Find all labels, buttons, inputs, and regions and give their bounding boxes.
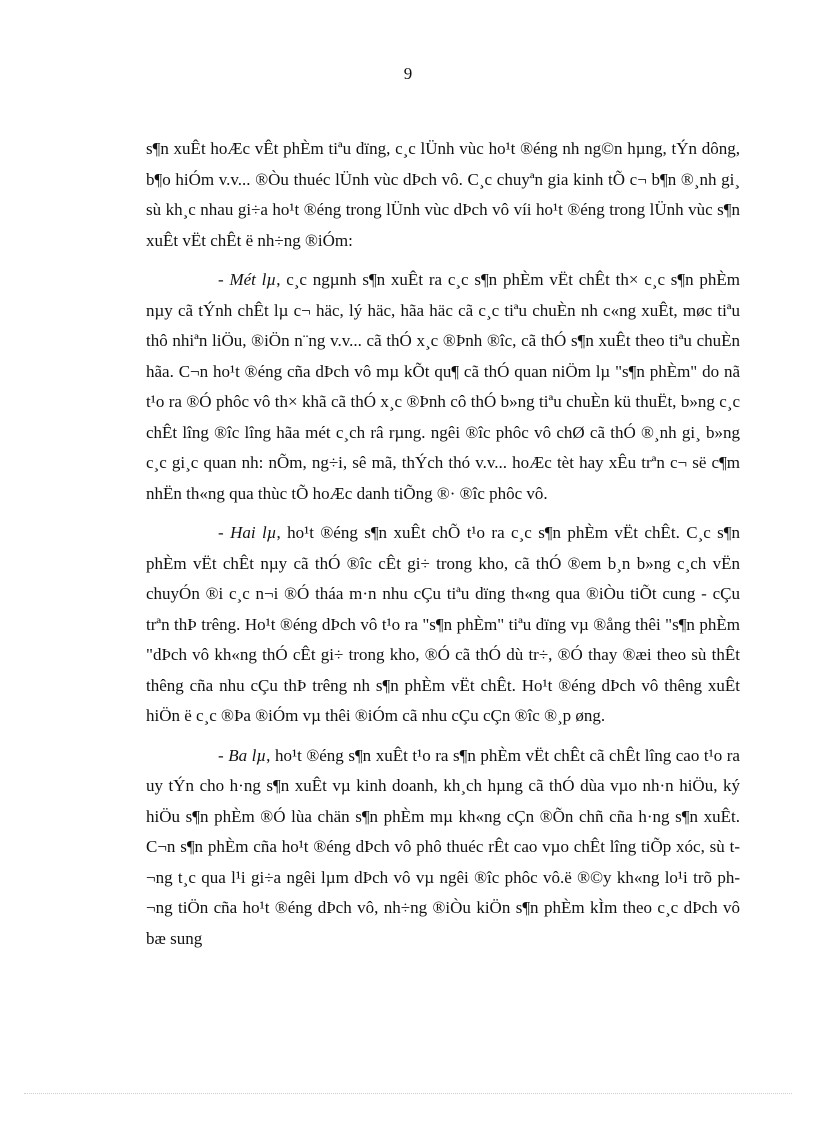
paragraph-text: , ho¹t ®éng s¶n xuÊt chÕ t¹o ra c¸c s¶n phÈm vËt chÊt. C¸c s¶n phÈm vËt chÊt nµy cã thÓ ®îc cÊt gi÷ trong kho, cã thÓ ®em b¸n b»ng c¸ch vËn chuyÓn ®i c¸c n¬i ®Ó tháa m·n nhu cÇu tiªu dïng th«ng qua ®iÒu tiÕt cung - cÇu trªn thÞ trêng. Ho¹t ®éng dÞch vô t¹o ra "s¶n phÈm" tiªu dïng vµ ®ång thêi "s¶n phÈm "dÞch vô kh«ng thÓ cÊt gi÷ trong kho, ®Ó cã thÓ dù tr÷, ®Ó thay ®æi theo sù thÊt thêng cña nhu cÇu thÞ trêng nh s¶n phÈm vËt chÊt. Ho¹t ®éng dÞch vô thêng xuÊt hiÖn ë c¸c ®Þa ®iÓm vµ thêi ®iÓm cã nhu cÇu cÇn ®îc ®¸p øng. (146, 523, 741, 725)
paragraph-text: , c¸c ngµnh s¶n xuÊt ra c¸c s¶n phÈm vËt chÊt th× c¸c s¶n phÈm nµy cã tÝnh chÊt lµ c¬ häc, lý häc, hãa häc cã c¸c tiªu chuÈn nh c«ng xuÊt, møc tiªu thô nhiªn liÖu, ®iÖn n¨ng v.v... cã thÓ x¸c ®Þnh ®îc, cã thÓ s¶n xuÊt theo tiªu chuÈn hãa. C¬n ho¹t ®éng cña dÞch vô mµ kÕt qu¶ cã thÓ quan niÖm lµ "s¶n phÈm" do nã t¹o ra ®Ó phôc vô th× khã cã thÓ x¸c ®Þnh cô thÓ b»ng tiªu chuÈn kü thuËt, b»ng c¸c chÊt lîng ®îc lîng hãa mét c¸ch râ rµng. ngêi ®îc phôc vô chØ cã thÓ ®¸nh gi¸ b»ng c¸c gi¸c quan nh: nÕm, ng÷i, sê mã, thÝch thó v.v... hoÆc tèt hay xÊu trªn c¬ së c¶m nhËn th«ng qua thùc tÕ hoÆc danh tiÕng ®· ®îc phôc vô. (146, 270, 741, 503)
paragraph-point-three (146, 741, 740, 955)
paragraph-point-one (146, 265, 740, 509)
paragraph-text: , ho¹t ®éng s¶n xuÊt t¹o ra s¶n phÈm vËt chÊt cã chÊt lîng cao t¹o ra uy tÝn cho h·ng s¶n xuÊt vµ kinh doanh, kh¸ch hµng cã thÓ dùa vµo nh·n hiÖu, ký hiÖu s¶n phÈm ®Ó lùa chän s¶n phÈm mµ kh«ng cÇn ®Õn chñ cña h·ng s¶n xuÊt. C¬n s¶n phÈm cña ho¹t ®éng dÞch vô phô thuéc rÊt cao vµo chÊt lîng tiÕp xóc, sù t¬ng t¸c qua l¹i gi÷a ngêi lµm dÞch vô vµ ngêi ®îc phôc vô.ë ®©y kh«ng lo¹i trõ ph¬ng tiÖn cña ho¹t ®éng dÞch vô, nh÷ng ®iÒu kiÖn s¶n phÈm kÌm theo c¸c dÞch vô bæ sung (146, 745, 740, 948)
page-bottom-divider (24, 1093, 792, 1094)
paragraph-lead: - Ba lµ (218, 745, 267, 765)
paragraph-point-two (146, 518, 740, 732)
paragraph-text: s¶n xuÊt hoÆc vÊt phÈm tiªu dïng, c¸c lÜnh vùc ho¹t ®éng nh ng©n hµng, tÝn dông, b¶o hiÓm v.v... ®Òu thuéc lÜnh vùc dÞch vô. C¸c chuyªn gia kinh tÕ c¬ b¶n ®¸nh gi¸ sù kh¸c nhau gi÷a ho¹t ®éng trong lÜnh vùc dÞch vô víi ho¹t ®éng trong lÜnh vùc s¶n xuÊt vËt chÊt ë nh÷ng ®iÓm: (146, 139, 740, 250)
page-number: 9 (403, 64, 413, 83)
paragraph-intro (146, 134, 740, 256)
body-text (146, 134, 740, 963)
paragraph-lead: - Hai lµ (218, 523, 277, 542)
paragraph-lead: - Mét lµ (218, 270, 277, 289)
